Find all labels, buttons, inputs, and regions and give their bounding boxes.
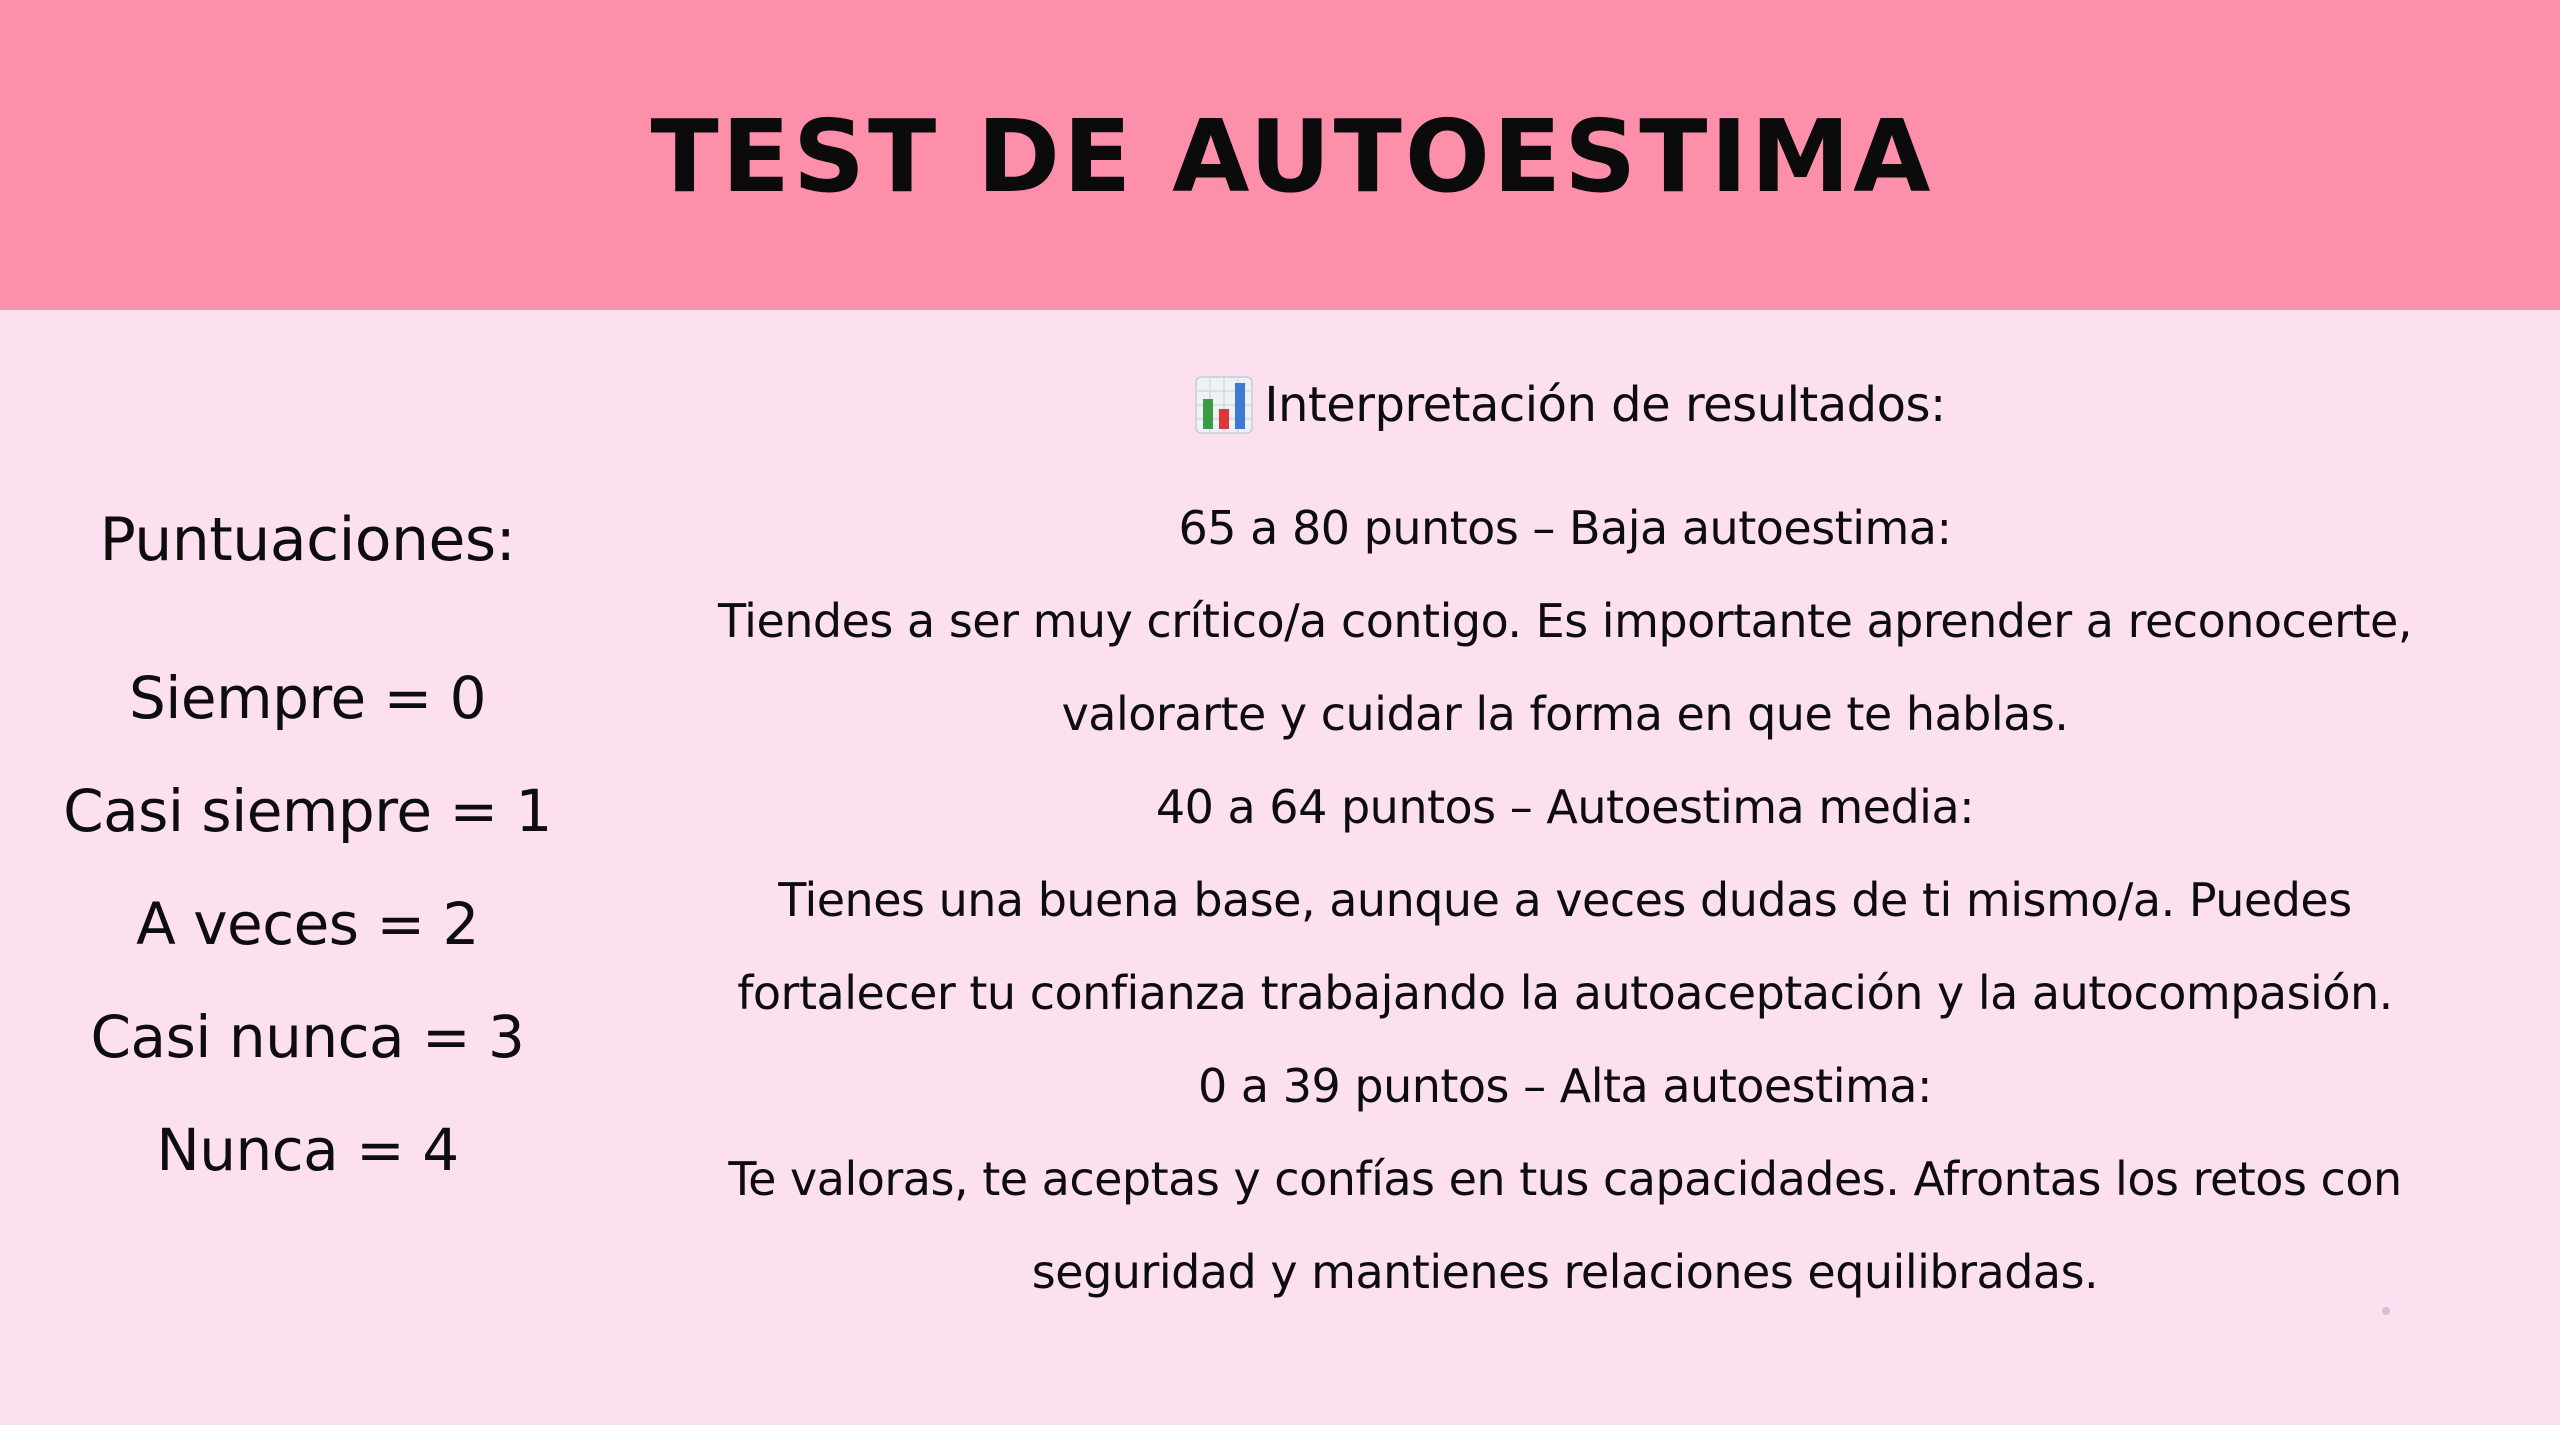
score-item-casi-nunca: Casi nunca = 3 — [90, 1003, 525, 1071]
result-range-medium: 40 a 64 puntos – Autoestima media: — [1155, 780, 1975, 834]
results-heading: Interpretación de resultados: — [1264, 377, 1946, 433]
results-panel — [695, 360, 2435, 1319]
score-item-a-veces: A veces = 2 — [136, 890, 479, 958]
result-text-high-1: Te valoras, te aceptas y confías en tus capacidades. Afrontas los retos con — [728, 1152, 2402, 1206]
result-text-low-1: Tiendes a ser muy crítico/a contigo. Es importante aprender a reconocerte, — [718, 594, 2412, 648]
result-range-high: 0 a 39 puntos – Alta autoestima: — [1198, 1059, 1932, 1113]
score-item-siempre: Siempre = 0 — [128, 664, 487, 732]
results-heading-row — [695, 360, 2435, 450]
result-text-high-2: seguridad y mantienes relaciones equilibradas. — [1031, 1245, 2099, 1299]
decorative-dot — [2382, 1307, 2390, 1315]
bar-chart-icon — [1194, 375, 1254, 435]
result-text-medium-1: Tienes una buena base, aunque a veces dudas de ti mismo/a. Puedes — [778, 873, 2352, 927]
header-banner — [0, 0, 2560, 310]
result-range-low: 65 a 80 puntos – Baja autoestima: — [1178, 501, 1952, 555]
result-text-medium-2: fortalecer tu confianza trabajando la autoaceptación y la autocompasión. — [737, 966, 2393, 1020]
score-item-nunca: Nunca = 4 — [156, 1116, 459, 1184]
result-text-low-2: valorarte y cuidar la forma en que te hablas. — [1061, 687, 2069, 741]
score-item-casi-siempre: Casi siempre = 1 — [63, 777, 552, 845]
scores-panel — [60, 490, 555, 1207]
scores-heading: Puntuaciones: — [99, 505, 516, 575]
page-title: TEST DE AUTOESTIMA — [650, 98, 1934, 215]
